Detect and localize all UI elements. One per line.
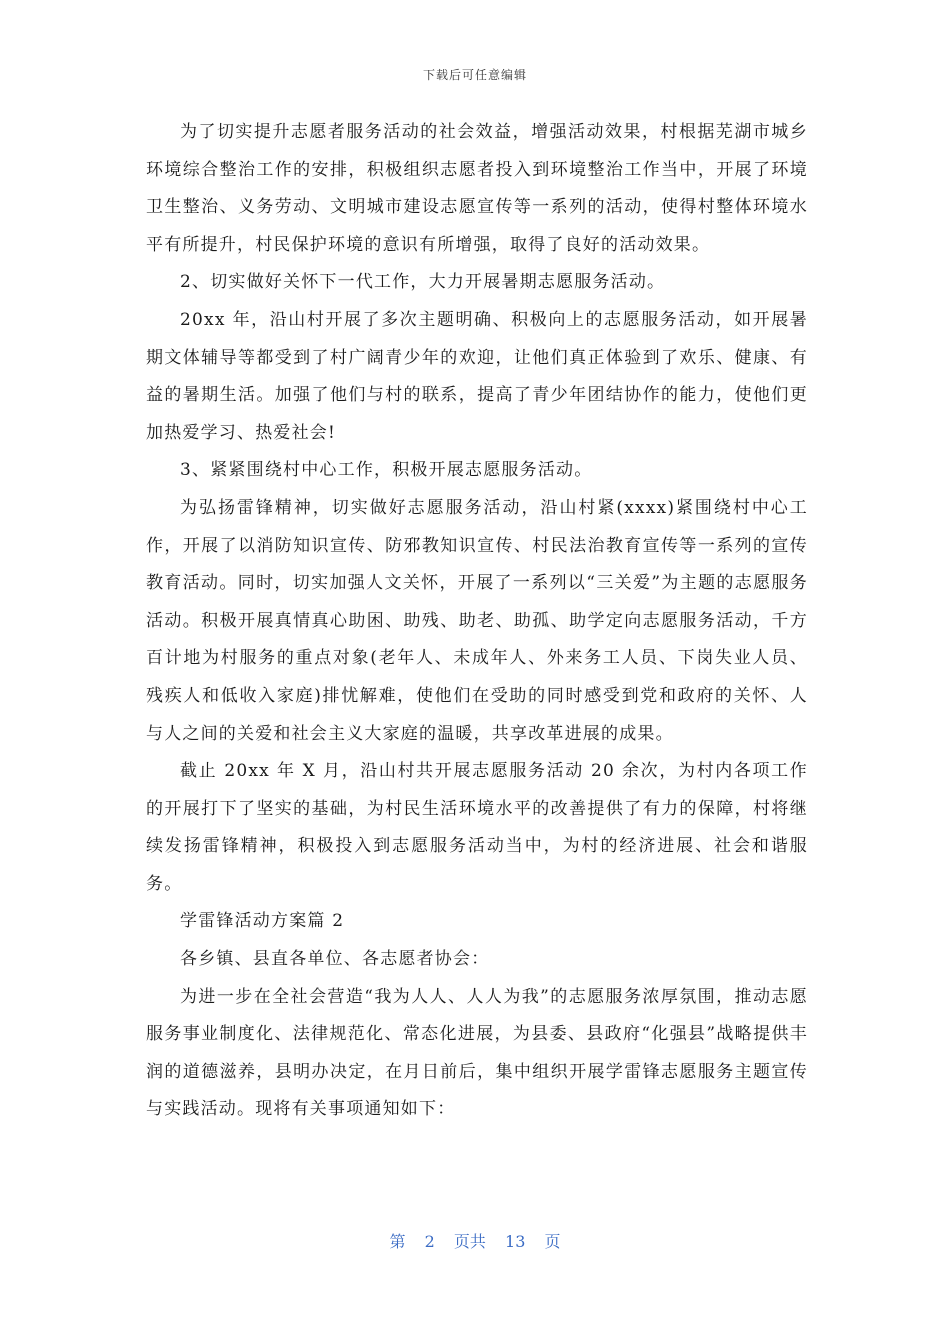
paragraph-summer: 20xx 年，沿山村开展了多次主题明确、积极向上的志愿服务活动，如开展暑期文体辅导等都受到了村广阔青少年的欢迎，让他们真正体验到了欢乐、健康、有益的暑期生活。加强了他们与村的联系，提高了青少年团结协作的能力，使他们更加热爱学习、热爱社会! bbox=[146, 309, 808, 443]
section-title-plan-2: 学雷锋活动方案篇 2 bbox=[180, 911, 345, 932]
footer-prefix: 第 bbox=[389, 1232, 406, 1251]
paragraph-environment: 为了切实提升志愿者服务活动的社会效益，增强活动效果，村根据芜湖市城乡环境综合整治工作的安排，积极组织志愿者投入到环境整治工作当中，开展了环境卫生整治、义务劳动、文明城市建设志愿宣传等一系列的活动，使得村整体环境水平有所提升，村民保护环境的意识有所增强，取得了良好的活动效果。 bbox=[146, 122, 808, 255]
page-header-note: 下载后可任意编辑 bbox=[422, 68, 527, 82]
heading-item-2: 2、切实做好关怀下一代工作，大力开展暑期志愿服务活动。 bbox=[180, 272, 666, 293]
paragraph-leifeng-spirit: 为弘扬雷锋精神，切实做好志愿服务活动，沿山村紧(xxxx)紧围绕村中心工作，开展了以消防知识宣传、防邪教知识宣传、村民法治教育宣传等一系列的宣传教育活动。同时，切实加强人文关怀，开展了一系列以“三关爱”为主题的志愿服务活动。积极开展真情真心助困、助残、助老、助孤、助学定向志愿服务活动，千方百计地为村服务的重点对象(老年人、未成年人、外来务工人员、下岗失业人员、残疾人和低收入家庭)排忧解难，使他们在受助的同时感受到党和政府的关怀、人与人之间的关爱和社会主义大家庭的温暖，共享改革进展的成果。 bbox=[146, 497, 808, 744]
paragraph-summary: 截止 20xx 年 X 月，沿山村共开展志愿服务活动 20 余次，为村内各项工作的开展打下了坚实的基础，为村民生活环境水平的改善提供了有力的保障，村将继续发扬雷锋精神，积极投入到志愿服务活动当中，为村的经济进展、社会和谐服务。 bbox=[146, 761, 808, 894]
salutation: 各乡镇、县直各单位、各志愿者协会： bbox=[180, 949, 490, 970]
page-footer bbox=[0, 1229, 950, 1252]
paragraph-notice: 为进一步在全社会营造“我为人人、人人为我”的志愿服务浓厚氛围，推动志愿服务事业制度化、法律规范化、常态化进展，为县委、县政府“化强县”战略提供丰润的道德滋养，县明办决定，在月日前后，集中组织开展学雷锋志愿服务主题宣传与实践活动。现将有关事项通知如下： bbox=[146, 986, 808, 1120]
heading-item-3: 3、紧紧围绕村中心工作，积极开展志愿服务活动。 bbox=[180, 460, 593, 481]
footer-page-number: 2 bbox=[424, 1232, 435, 1251]
document-body bbox=[146, 114, 808, 1129]
footer-total-pages: 13 bbox=[505, 1232, 526, 1251]
footer-suffix: 页 bbox=[544, 1232, 561, 1251]
footer-middle: 页共 bbox=[453, 1232, 486, 1251]
